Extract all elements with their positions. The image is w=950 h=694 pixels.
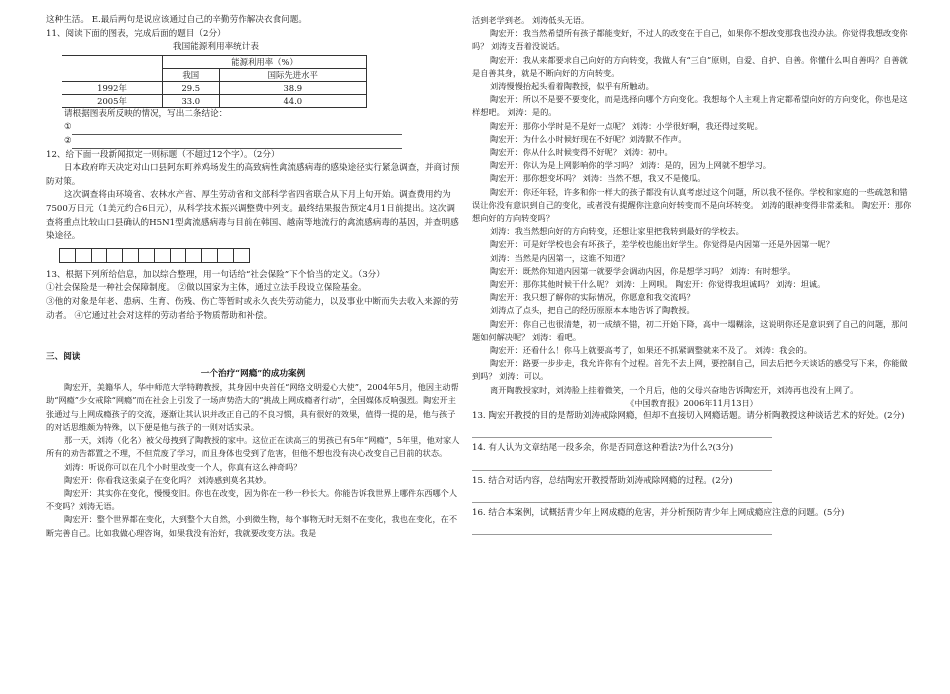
dialog-line: 刘涛：我当然想向好的方向转变，还想让家里把我转到最好的学校去。 <box>490 226 744 237</box>
q13-info-1: ①社会保险是一种社会保障制度。 ②做以国家为主体，通过立法手段设立保险基金。 <box>46 283 367 294</box>
table-cell: 44.0 <box>219 94 366 107</box>
article-para: 那一天，刘涛（化名）被父母拽到了陶教授的家中。这位正在读高三的男孩已有5年“网瘾”，5年里，他对家人所有的劝告都置之不理，不但荒废了学习，而且身体也受到了危害，但他不想也没有决心改变自己目前的状态。 <box>46 435 460 459</box>
dialog-line: 陶宏开：可是好学校也会有坏孩子，差学校也能出好学生。你觉得是内因第一还是外因第一呢？ <box>490 239 834 250</box>
dialog-line: 刘涛慢慢抬起头看着陶教授，似乎有所触动。 <box>490 81 654 92</box>
table-row <box>62 94 367 107</box>
dialog-line: 陶宏开：你自己也很清楚，初一成绩不错，初二开始下降，高中一塌糊涂，这说明你还是意识到了自己的问题，那问题如何解决呢？ 刘涛：看吧。 <box>472 318 908 342</box>
q13-info-2: ③他的对象是年老、患病、生育、伤残、伤亡等暂时或永久丧失劳动能力，以及事业中断而失去收入来源的劳动者。 ④它通过社会对这样的劳动者给予物质帮助和补偿。 <box>46 296 459 321</box>
table-cell: 33.0 <box>163 94 220 107</box>
article-title: 一个治疗“网瘾”的成功案例 <box>200 368 306 379</box>
answer-line[interactable] <box>472 423 772 438</box>
table-header-top: 能源利用率（%） <box>163 55 367 68</box>
dialog-line: 刘涛点了点头，把自己的经历原原本本地告诉了陶教授。 <box>490 305 695 316</box>
table-cell: 29.5 <box>163 81 220 94</box>
dialog-line: 陶宏开：你从什么时候变得不好呢？ 刘涛：初中。 <box>490 147 673 158</box>
dialog-line: 陶宏开：我当然希望所有孩子都能变好，不过人的改变在于自己，如果你不想改变那我也没办法。你觉得我想改变你吗？ 刘涛支吾着没说话。 <box>472 28 908 52</box>
news-para-1: 日本政府昨天决定对山口县阿东町养鸡场发生的高致病性禽流感病毒的感染途径实行紧急调查，并商讨预防对策。 <box>46 163 460 187</box>
question-11: 11、阅读下面的图表，完成后面的题目（2分） <box>46 28 226 39</box>
answer-line[interactable] <box>472 520 772 535</box>
table-cell-year: 1992年 <box>62 81 163 94</box>
dialog-line: 刘涛：听说你可以在几个小时里改变一个人，你真有这么神奇吗？ <box>64 461 302 472</box>
article-source: 《中国教育报》2006年11月13日） <box>626 397 758 408</box>
title-answer-boxes[interactable] <box>60 248 460 263</box>
answer-line-1[interactable] <box>46 121 460 135</box>
question-13: 13. 陶宏开教授的目的是帮助刘涛戒除网瘾，但却不直接切入网瘾话题。请分析陶教授这种谈话艺术的好处。(2分) <box>472 411 905 422</box>
dialog-line: 刘涛：当然是内因第一，这谁不知道？ <box>490 252 630 263</box>
question-11-prompt: 请根据图表所反映的情况，写出二条结论： <box>64 108 228 119</box>
dialog-line: 活到老学到老。 刘涛低头无语。 <box>472 15 590 25</box>
dialog-line: 陶宏开：路要一步步走，我允许你有个过程。首先不去上网，要控制自己，回去后把今天谈话的感受写下来，你能做到吗？ 刘涛：可以。 <box>472 358 908 382</box>
table-row <box>62 81 367 94</box>
question-12: 12、给下面一段新闻拟定一则标题（不超过12个字）。（2分） <box>46 149 280 160</box>
dialog-line: 陶宏开：所以不是要不要变化，而是选择向哪个方向变化。我想每个人主观上肯定都希望向好的方向变化，你也是这样想吧。 刘涛：是的。 <box>472 94 908 118</box>
dialog-line: 陶宏开：你认为是上网影响你的学习吗？ 刘涛：是的，因为上网就不想学习。 <box>490 160 771 171</box>
section-heading: 三、阅读 <box>46 352 81 363</box>
question-14: 14. 有人认为文章结尾一段多余，你是否同意这种看法?为什么?(3分) <box>472 443 734 454</box>
dialog-line: 陶宏开：整个世界都在变化，大到整个大自然，小到微生物，每个事物无时无刻不在变化，我也在变化，在不断完善自己。比如我做心理咨询，如果我没有治好，我就要改变方法。我是 <box>46 514 458 538</box>
question-16: 16. 结合本案例，试概括青少年上网成瘾的危害，并分析预防青少年上网成瘾应注意的问题。(5分) <box>472 507 845 518</box>
dialog-line: 陶宏开：既然你知道内因第一就要学会调动内因，你是想学习吗？ 刘涛：有时想学。 <box>490 265 796 276</box>
table-cell: 38.9 <box>219 81 366 94</box>
question-13-left: 13、根据下列所给信息，加以综合整理，用一句话给“社会保险”下个恰当的定义。（3分） <box>46 269 385 280</box>
left-line-1: 这种生活。 E.最后两句是说应该通过自己的辛勤劳作解决衣食问题。 <box>46 15 307 25</box>
dialog-line: 陶宏开：那你小学时是不是好一点呢？ 刘涛：小学很好啊，我还得过奖呢。 <box>490 120 763 131</box>
energy-table <box>62 55 367 108</box>
article-para: 陶宏开，美籍华人，华中师范大学特聘教授，其身因中央首任“网络文明爱心大使”，2004年5月，他因主动帮助“网瘾”少女戒除“网瘾”而在社会上引发了一场声势浩大的“挑战上网成瘾者行动”，全国媒体反响强烈。陶宏开主张通过与上网成瘾孩子的交流，逐渐让其认识并改正自己的不良习惯，具有很好的效果，值得一提的是，他与孩子的对话思维颇为特殊，以下便是他与孩子的一则对话实录。 <box>46 382 459 432</box>
answer-label: ② <box>64 135 72 146</box>
dialog-line: 陶宏开：为什么小时候好现在不好呢？刘涛默不作声。 <box>490 133 687 144</box>
answer-line[interactable] <box>472 456 772 471</box>
question-15: 15. 结合对话内容，总结陶宏开教授帮助刘涛戒除网瘾的过程。(2分) <box>472 475 733 486</box>
dialog-line: 离开陶教授家时，刘涛脸上挂着微笑，一个月后，他的父母兴奋地告诉陶宏开，刘涛再也没有上网了。 <box>490 384 859 395</box>
dialog-line: 陶宏开：其实你在变化，慢慢变旧。你也在改变，因为你在一秒一秒长大。你能告诉我世界上哪件东西哪个人不变吗？刘涛无语。 <box>46 487 458 512</box>
dialog-line: 陶宏开：你看我这张桌子在变化吗？ 刘涛感到莫名其妙。 <box>64 474 272 485</box>
table-col-intl: 国际先进水平 <box>219 68 366 81</box>
answer-line-2[interactable] <box>46 135 460 149</box>
dialog-line: 陶宏开：那你其他时候干什么呢？ 刘涛：上网呗。 陶宏开：你觉得我坦诚吗？ 刘涛：坦诚。 <box>490 279 826 290</box>
dialog-line: 陶宏开：那你想变坏吗？ 刘涛：当然不想，我又不是傻瓜。 <box>490 173 706 184</box>
right-column <box>472 14 912 535</box>
dialog-line: 陶宏开：你还年轻，许多和你一样大的孩子都没有认真考虑过这个问题，所以我不怪你。学校和家庭的一些疏忽和错误让你没有意识到自己的变化，或者没有提醒你注意向好转变而不是向坏转变。 刘涛的眼神变得非常柔和。 陶宏开：那你想向好的方向转变吗？ <box>472 186 912 224</box>
dialog-line: 陶宏开：我只想了解你的实际情况，你愿意和我交流吗？ <box>490 292 695 303</box>
dialog-line: 陶宏开：我从来都要求自己向好的方向转变，我做人有“三自”原则，自爱、自护、自善。你懂什么叫自善吗？自善就是自善其身，就是不断向好的方向转变。 <box>472 54 908 78</box>
table-col-china: 我国 <box>163 68 220 81</box>
table-title: 我国能源利用率统计表 <box>173 42 259 53</box>
news-para-2: 这次调查将由环境省、农林水产省、厚生劳动省和文部科学省四省联合从下月上旬开始。调查费用约为7500万日元（1美元约合6日元），从科学技术振兴调整费中列支。最终结果报告预定4月1日前提出。这次调查将重点比较山口县确认的H5N1型禽流感病毒与目前在韩国、越南等地流行的禽流感病毒的基因，并查明感染途径。 <box>46 190 459 242</box>
answer-line[interactable] <box>472 488 772 503</box>
left-column <box>46 14 460 540</box>
table-cell-year: 2005年 <box>62 94 163 107</box>
dialog-line: 陶宏开：还看什么！你马上就要高考了，如果还不抓紧调整就来不及了。 刘涛：我会的。 <box>490 345 812 356</box>
answer-label: ① <box>64 122 72 133</box>
